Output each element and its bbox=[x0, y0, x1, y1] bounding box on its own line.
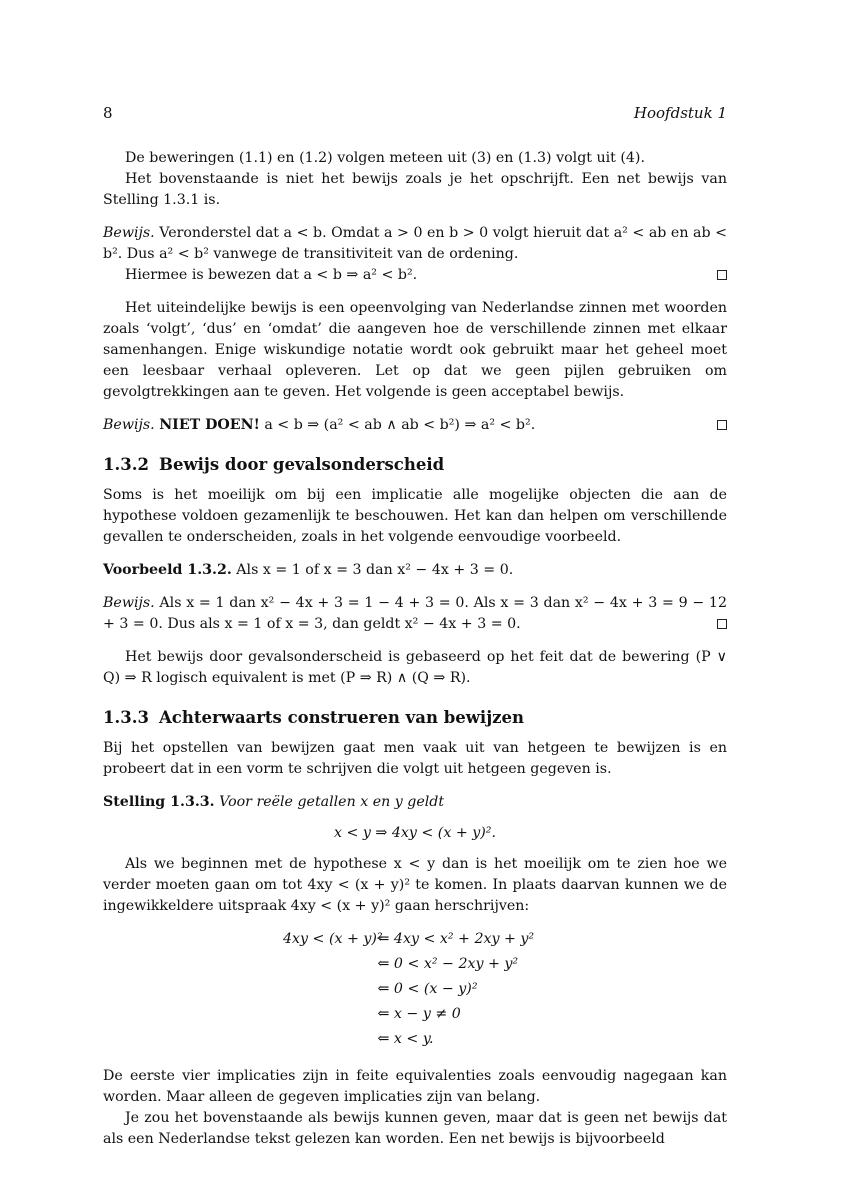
page-header bbox=[103, 104, 727, 124]
chapter-title: Hoofdstuk 1 bbox=[633, 104, 727, 122]
paragraph-4: Soms is het moeilijk om bij een implicatie alle mogelijke objecten die aan de hypothese voldoen gezamenlijk te beschouwen. Het kan dan helpen om verschillende gevallen te onderscheiden, zoals in het volgende eenvoudige voorbeeld. bbox=[103, 487, 727, 545]
section-heading-1-3-2 bbox=[103, 454, 727, 475]
paragraph-5: Het bewijs door gevalsonderscheid is gebaseerd op het feit dat de bewering (P ∨ Q) ⇒ R logisch equivalent is met (P ⇒ R) ∧ (Q ⇒ R). bbox=[103, 649, 727, 686]
proof-label: Bewijs. bbox=[103, 595, 155, 611]
theorem-1-3-3 bbox=[103, 792, 727, 813]
section-title: Achterwaarts construeren van bewijzen bbox=[159, 708, 525, 727]
derivation-rhs: ⇐ x < y. bbox=[377, 1031, 434, 1047]
proof-label: Bewijs. bbox=[103, 225, 155, 241]
paragraph-7: Als we beginnen met de hypothese x < y dan is het moeilijk om te zien hoe we verder moeten gaan om tot 4xy < (x + y)² te komen. In plaats daarvan kunnen we de ingewikkeldere uitspraak 4xy < (x + y)² gaan herschrijven: bbox=[103, 856, 727, 914]
example-text: Als x = 1 of x = 3 dan x² − 4x + 3 = 0. bbox=[236, 562, 514, 578]
example-label: Voorbeeld 1.3.2. bbox=[103, 562, 232, 578]
proof-1-conclusion: Hiermee is bewezen dat a < b ⇒ a² < b². bbox=[125, 267, 418, 283]
proof-2-formula: a < b ⇒ (a² < ab ∧ ab < b²) ⇒ a² < b². bbox=[264, 417, 536, 433]
derivation bbox=[283, 929, 727, 1054]
derivation-row bbox=[283, 1029, 727, 1054]
qed-box-icon bbox=[717, 619, 727, 629]
derivation-row bbox=[283, 979, 727, 1004]
proof-1 bbox=[103, 223, 727, 286]
qed-box-icon bbox=[717, 420, 727, 430]
qed-box-icon bbox=[717, 270, 727, 280]
section-heading-1-3-3 bbox=[103, 707, 727, 728]
proof-2 bbox=[103, 415, 727, 436]
derivation-row bbox=[283, 929, 727, 954]
derivation-rhs: ⇐ x − y ≠ 0 bbox=[377, 1006, 461, 1022]
derivation-lhs: 4xy < (x + y)² bbox=[283, 931, 383, 947]
paragraph-6: Bij het opstellen van bewijzen gaat men vaak uit van hetgeen te bewijzen is en probeert dat in een vorm te schrijven die volgt uit hetgeen gegeven is. bbox=[103, 740, 727, 777]
example-1-3-2 bbox=[103, 560, 727, 581]
paragraph-1: De beweringen (1.1) en (1.2) volgen meteen uit (3) en (1.3) volgt uit (4). bbox=[125, 150, 645, 166]
proof-label: Bewijs. bbox=[103, 417, 155, 433]
derivation-rhs: ⇐ 0 < x² − 2xy + y² bbox=[377, 956, 519, 972]
theorem-label: Stelling 1.3.3. bbox=[103, 794, 215, 810]
paragraph-2: Het bovenstaande is niet het bewijs zoals je het opschrijft. Een net bewijs van Stelling 1.3.1 is. bbox=[103, 171, 727, 208]
derivation-row bbox=[283, 954, 727, 979]
paragraph-3: Het uiteindelijke bewijs is een opeenvolging van Nederlandse zinnen met woorden zoals ‘volgt’, ‘dus’ en ‘omdat’ die aangeven hoe de verschillende zinnen met elkaar samenhangen. Enige wiskundige notatie wordt ook gebruikt maar het geheel moet een leesbaar verhaal opleveren. Let op dat we geen pijlen gebruiken om gevolgtrekkingen aan te geven. Het volgende is geen acceptabel bewijs. bbox=[103, 300, 727, 400]
section-title: Bewijs door gevalsonderscheid bbox=[159, 455, 445, 474]
paragraph-9: Je zou het bovenstaande als bewijs kunnen geven, maar dat is geen net bewijs dat als een Nederlandse tekst gelezen kan worden. Een net bewijs is bijvoorbeeld bbox=[103, 1110, 727, 1147]
derivation-rhs: ⇐ 0 < (x − y)² bbox=[377, 981, 478, 997]
warning-label: NIET DOEN! bbox=[159, 417, 260, 433]
paragraph-8: De eerste vier implicaties zijn in feite equivalenties zoals eenvoudig nagegaan kan worden. Maar alleen de gegeven implicaties zijn van belang. bbox=[103, 1068, 727, 1105]
proof-1-text: Veronderstel dat a < b. Omdat a > 0 en b > 0 volgt hieruit dat a² < ab en ab < b². Dus a² < b² vanwege de transitiviteit van de ordening. bbox=[103, 225, 727, 262]
section-number: 1.3.3 bbox=[103, 708, 149, 727]
proof-3 bbox=[103, 593, 727, 635]
theorem-text: Voor reële getallen x en y geldt bbox=[219, 794, 445, 810]
theorem-display-formula: x < y ⇒ 4xy < (x + y)². bbox=[334, 825, 496, 841]
proof-3-text: Als x = 1 dan x² − 4x + 3 = 1 − 4 + 3 = 0. Als x = 3 dan x² − 4x + 3 = 9 − 12 + 3 = 0. Dus als x = 1 of x = 3, dan geldt x² − 4x + 3 = 0. bbox=[103, 595, 727, 632]
page-body bbox=[103, 148, 727, 1150]
section-number: 1.3.2 bbox=[103, 455, 149, 474]
page-number: 8 bbox=[103, 104, 113, 122]
derivation-rhs: ⇐ 4xy < x² + 2xy + y² bbox=[377, 931, 535, 947]
derivation-row bbox=[283, 1004, 727, 1029]
